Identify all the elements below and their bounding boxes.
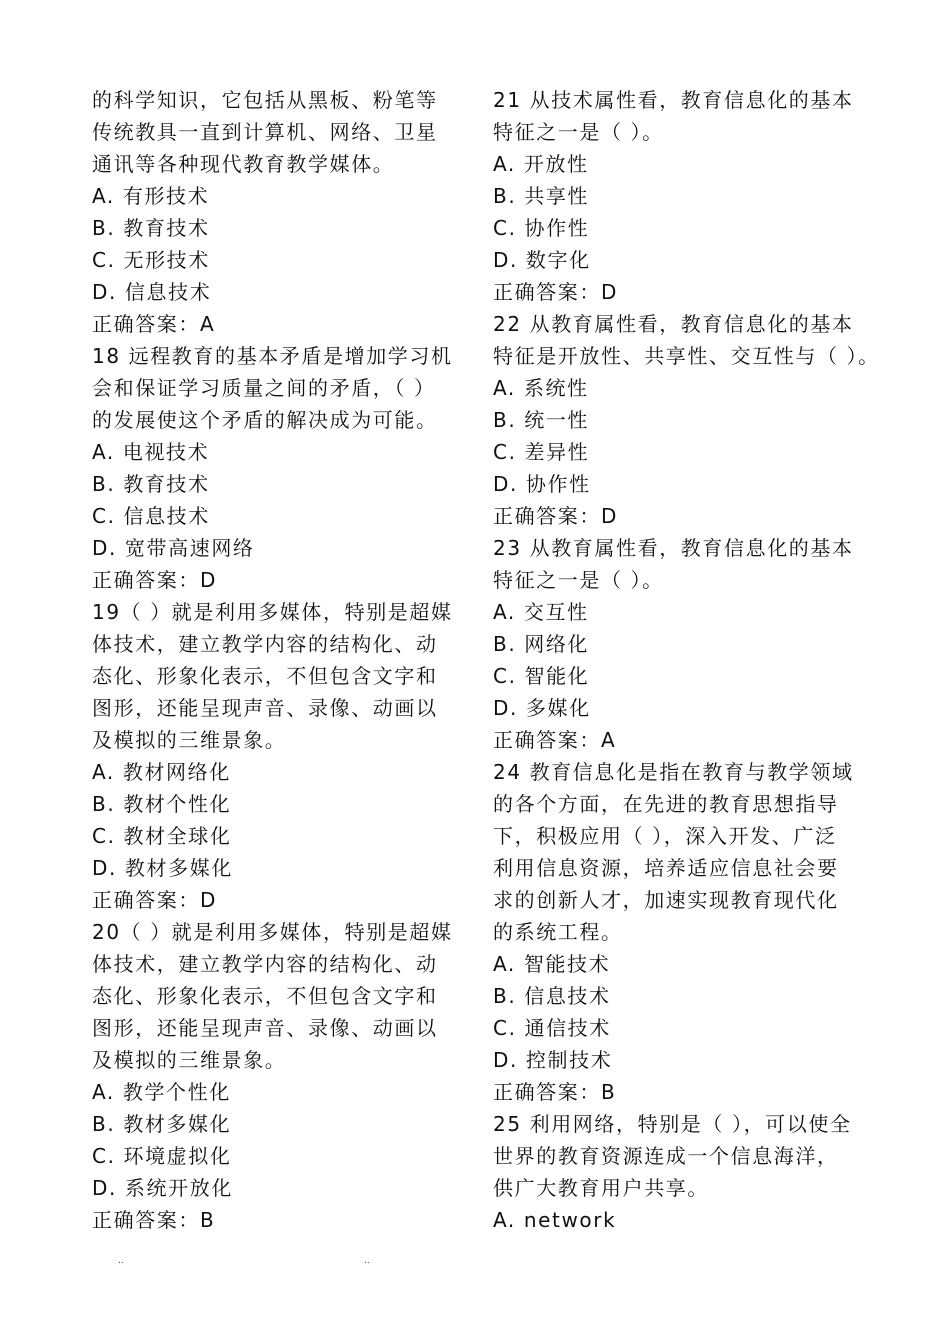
text-line: 正确答案：D <box>493 280 619 304</box>
text-line: 通讯等各种现代教育教学媒体。 <box>92 152 395 176</box>
text-line: C. 无形技术 <box>92 248 210 272</box>
text-line: C. 智能化 <box>493 664 590 688</box>
right-column <box>493 84 880 1236</box>
text-line: A. 开放性 <box>493 152 589 176</box>
text-line: C. 环境虚拟化 <box>92 1144 232 1168</box>
text-line: 正确答案：A <box>92 312 216 336</box>
text-line: 20（ ）就是利用多媒体，特别是超媒 <box>92 920 453 944</box>
text-line: D. 信息技术 <box>92 280 212 304</box>
text-line: 正确答案：B <box>92 1208 216 1232</box>
text-line: D. 系统开放化 <box>92 1176 233 1200</box>
text-line: 正确答案：D <box>493 504 619 528</box>
text-line: 态化、形象化表示，不但包含文字和 <box>92 984 438 1008</box>
footer-mark-left: .. <box>118 1256 124 1266</box>
text-line: 下，积极应用（ ），深入开发、广泛 <box>493 824 837 848</box>
text-line: 的发展使这个矛盾的解决成为可能。 <box>92 408 438 432</box>
text-line: 特征之一是（ ）。 <box>493 568 664 592</box>
text-line: 的科学知识，它包括从黑板、粉笔等 <box>92 88 438 112</box>
text-line: 正确答案：D <box>92 888 218 912</box>
text-line: 及模拟的三维景象。 <box>92 1048 287 1072</box>
text-line: C. 信息技术 <box>92 504 210 528</box>
text-line: D. 多媒化 <box>493 696 591 720</box>
text-line: 态化、形象化表示，不但包含文字和 <box>92 664 438 688</box>
footer-mark-right: .. <box>364 1256 370 1266</box>
text-line: 22 从教育属性看，教育信息化的基本 <box>493 312 854 336</box>
text-line: A. 有形技术 <box>92 184 210 208</box>
text-line: B. 教育技术 <box>92 472 210 496</box>
text-line: D. 控制技术 <box>493 1048 613 1072</box>
text-line: 传统教具一直到计算机、网络、卫星 <box>92 120 438 144</box>
text-line: A. 教学个性化 <box>92 1080 231 1104</box>
left-column <box>92 84 464 1236</box>
text-line: 19（ ）就是利用多媒体，特别是超媒 <box>92 600 453 624</box>
text-line: B. 共享性 <box>493 184 590 208</box>
text-line: C. 协作性 <box>493 216 590 240</box>
text-line: 的各个方面，在先进的教育思想指导 <box>493 792 839 816</box>
text-line: 23 从教育属性看，教育信息化的基本 <box>493 536 854 560</box>
text-line: 会和保证学习质量之间的矛盾，（ ） <box>92 376 436 400</box>
text-line: C. 教材全球化 <box>92 824 232 848</box>
text-line: 利用信息资源，培养适应信息社会要 <box>493 856 839 880</box>
text-line: 24 教育信息化是指在教育与教学领域 <box>493 760 854 784</box>
text-line: C. 差异性 <box>493 440 590 464</box>
text-line: 正确答案：B <box>493 1080 617 1104</box>
text-line: 世界的教育资源连成一个信息海洋， <box>493 1144 839 1168</box>
text-line: 图形，还能呈现声音、录像、动画以 <box>92 696 438 720</box>
text-line: A. network <box>493 1208 617 1232</box>
text-line: 的系统工程。 <box>493 920 623 944</box>
text-line: A. 交互性 <box>493 600 589 624</box>
text-line: 特征之一是（ ）。 <box>493 120 664 144</box>
text-line: 供广大教育用户共享。 <box>493 1176 709 1200</box>
text-line: 求的创新人才，加速实现教育现代化 <box>493 888 839 912</box>
text-line: B. 教育技术 <box>92 216 210 240</box>
text-line: A. 智能技术 <box>493 952 611 976</box>
text-line: B. 教材多媒化 <box>92 1112 232 1136</box>
text-line: 18 远程教育的基本矛盾是增加学习机 <box>92 344 453 368</box>
text-line: A. 系统性 <box>493 376 589 400</box>
text-line: D. 协作性 <box>493 472 591 496</box>
text-line: D. 宽带高速网络 <box>92 536 255 560</box>
text-line: B. 教材个性化 <box>92 792 232 816</box>
text-line: D. 教材多媒化 <box>92 856 233 880</box>
text-line: A. 教材网络化 <box>92 760 231 784</box>
text-line: 21 从技术属性看，教育信息化的基本 <box>493 88 854 112</box>
text-line: C. 通信技术 <box>493 1016 611 1040</box>
text-line: B. 信息技术 <box>493 984 611 1008</box>
text-line: 图形，还能呈现声音、录像、动画以 <box>92 1016 438 1040</box>
text-line: 正确答案：A <box>493 728 617 752</box>
text-line: 25 利用网络，特别是（ ），可以使全 <box>493 1112 852 1136</box>
text-line: D. 数字化 <box>493 248 591 272</box>
text-line: B. 统一性 <box>493 408 590 432</box>
text-line: 正确答案：D <box>92 568 218 592</box>
text-line: A. 电视技术 <box>92 440 210 464</box>
text-line: 体技术，建立教学内容的结构化、动 <box>92 632 438 656</box>
text-line: 及模拟的三维景象。 <box>92 728 287 752</box>
text-line: B. 网络化 <box>493 632 590 656</box>
text-line: 特征是开放性、共享性、交互性与（ ）。 <box>493 344 880 368</box>
text-line: 体技术，建立教学内容的结构化、动 <box>92 952 438 976</box>
